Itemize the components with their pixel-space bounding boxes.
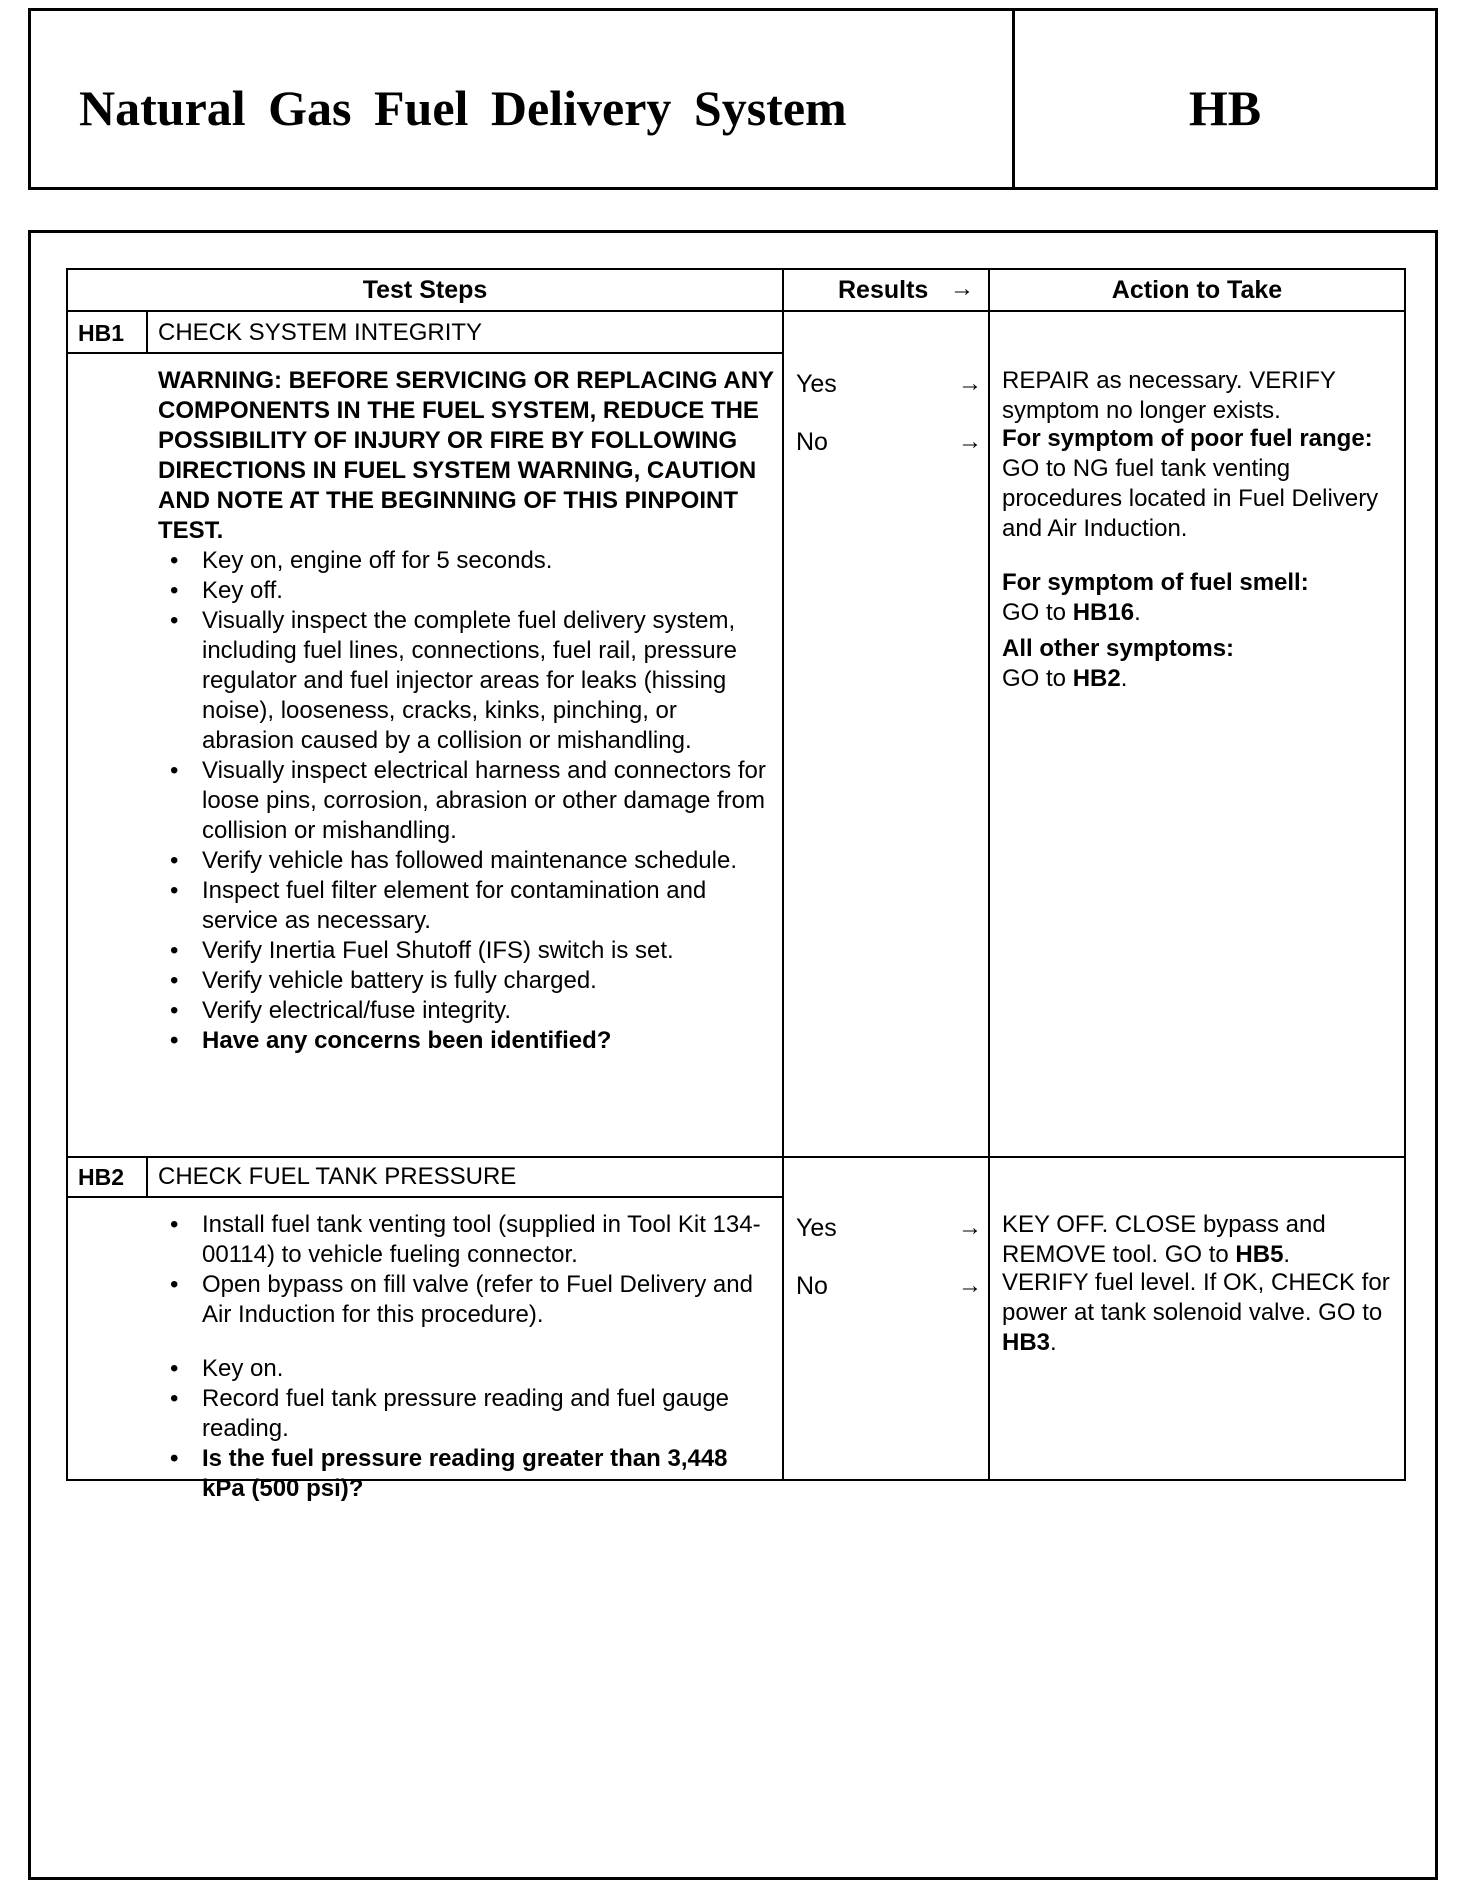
list-item: • Record fuel tank pressure reading and fuel gauge reading.	[158, 1384, 774, 1444]
punctuation: .	[1050, 1329, 1057, 1356]
list-item: • Verify vehicle battery is fully charged.	[158, 966, 774, 996]
list-item: • Visually inspect electrical harness and connectors for loose pins, corrosion, abrasion or other damage from collision or mishandling.	[158, 756, 774, 846]
col-header-test-steps: Test Steps	[362, 276, 488, 304]
row-divider	[68, 1196, 784, 1198]
arrow-icon: →	[958, 428, 982, 455]
step-id-hb2: HB2	[78, 1164, 125, 1190]
step-label-hb1: CHECK SYSTEM INTEGRITY	[158, 319, 483, 346]
row-divider	[68, 1156, 1404, 1158]
action-heading: For symptom of fuel smell:	[1002, 569, 1309, 596]
step-reference: HB16	[1072, 599, 1135, 626]
list-item-question: • Is the fuel pressure reading greater than 3,448 kPa (500 psi)?	[158, 1444, 774, 1504]
table-header-row	[68, 270, 1404, 312]
arrow-icon: →	[958, 1214, 982, 1241]
content-frame	[28, 230, 1438, 1880]
row-divider	[68, 352, 784, 354]
step-bullets-hb2-continued	[158, 1354, 774, 1504]
action-text: VERIFY fuel level. If OK, CHECK for power at tank solenoid valve. GO to	[1002, 1269, 1390, 1326]
step-bullets-hb2	[158, 1210, 774, 1330]
action-heading: All other symptoms:	[1002, 635, 1235, 662]
step-body-hb1	[158, 366, 774, 1056]
list-item: • Visually inspect the complete fuel delivery system, including fuel lines, connections, fuel rail, pressure regulator and fuel injector areas for leaks (hissing noise), looseness, cracks, kinks, pinching, or abrasion caused by a collision or mishandling.	[158, 606, 774, 756]
step-label-hb2: CHECK FUEL TANK PRESSURE	[158, 1163, 517, 1190]
step-reference: HB5	[1235, 1241, 1284, 1268]
list-item: • Key on.	[158, 1354, 774, 1384]
action-no-hb2	[1002, 1268, 1398, 1358]
pinpoint-test-table	[66, 268, 1406, 1502]
list-item: • Install fuel tank venting tool (supplied in Tool Kit 134-00114) to vehicle fueling connector.	[158, 1210, 774, 1270]
arrow-icon: →	[958, 370, 982, 397]
step-reference: HB3	[1002, 1329, 1051, 1356]
action-no-hb1	[1002, 424, 1398, 694]
result-no-hb1: No	[796, 428, 828, 456]
action-yes-hb2	[1002, 1210, 1398, 1270]
column-divider	[782, 270, 784, 1479]
list-item-question: • Have any concerns been identified?	[158, 1026, 774, 1056]
action-yes-hb1: REPAIR as necessary. VERIFY symptom no longer exists.	[1002, 367, 1336, 424]
action-text: GO to	[1002, 599, 1067, 626]
list-item: • Open bypass on fill valve (refer to Fuel Delivery and Air Induction for this procedure).	[158, 1270, 774, 1330]
page-header	[28, 8, 1438, 190]
step-bullets-hb1	[158, 546, 774, 1056]
result-yes-hb2: Yes	[796, 1214, 837, 1242]
step-body-hb2	[158, 1210, 774, 1504]
action-text: GO to NG fuel tank venting procedures located in Fuel Delivery and Air Induction.	[1002, 455, 1379, 542]
arrow-icon: →	[958, 1272, 982, 1299]
result-yes-hb1: Yes	[796, 370, 837, 398]
warning-text: WARNING: BEFORE SERVICING OR REPLACING ANY COMPONENTS IN THE FUEL SYSTEM, REDUCE THE POSSIBILITY OF INJURY OR FIRE BY FOLLOWING DIRECTIONS IN FUEL SYSTEM WARNING, CAUTION AND NOTE AT THE BEGINNING OF THIS PINPOINT TEST.	[158, 367, 774, 544]
list-item: • Verify vehicle has followed maintenance schedule.	[158, 846, 774, 876]
punctuation: .	[1134, 599, 1141, 626]
id-divider	[146, 312, 148, 352]
list-item: • Key on, engine off for 5 seconds.	[158, 546, 774, 576]
col-header-results: Results	[838, 276, 929, 304]
action-text: GO to	[1002, 665, 1067, 692]
punctuation: .	[1120, 665, 1128, 692]
results-arrow-icon: →	[950, 275, 974, 302]
action-heading: For symptom of poor fuel range:	[1002, 425, 1373, 452]
list-item: • Verify electrical/fuse integrity.	[158, 996, 774, 1026]
page-title: Natural Gas Fuel Delivery System	[79, 80, 847, 136]
punctuation: .	[1283, 1241, 1291, 1268]
section-code: HB	[1188, 80, 1262, 136]
step-id-hb1: HB1	[78, 320, 125, 346]
step-reference: HB2	[1072, 665, 1121, 692]
list-item: • Inspect fuel filter element for contamination and service as necessary.	[158, 876, 774, 936]
column-divider	[988, 270, 990, 1479]
col-header-action: Action to Take	[1111, 276, 1283, 304]
list-item: • Key off.	[158, 576, 774, 606]
list-item: • Verify Inertia Fuel Shutoff (IFS) switch is set.	[158, 936, 774, 966]
result-no-hb2: No	[796, 1272, 828, 1300]
id-divider	[146, 1156, 148, 1196]
action-text: KEY OFF. CLOSE bypass and REMOVE tool. GO to	[1002, 1211, 1326, 1268]
